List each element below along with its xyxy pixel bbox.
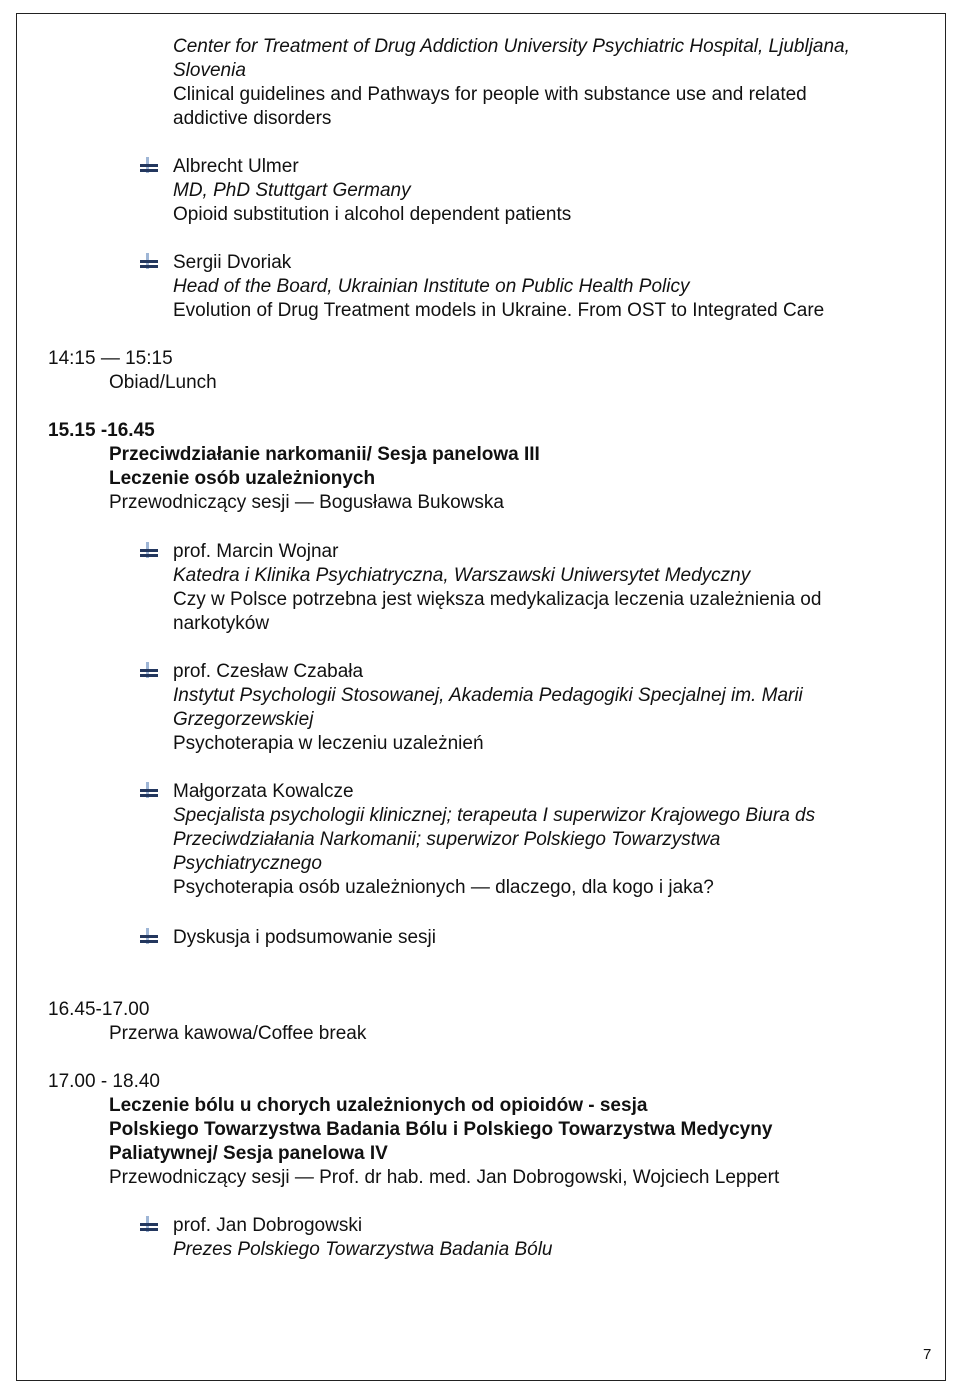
bullet-icon [140, 1216, 160, 1234]
speaker-affiliation-line-3: Psychiatrycznego [173, 853, 322, 874]
discussion-item: Dyskusja i podsumowanie sesji [173, 927, 436, 948]
speaker-affiliation: Katedra i Klinika Psychiatryczna, Warszawski Uniwersytet Medyczny [173, 565, 751, 586]
page-number: 7 [923, 1346, 932, 1363]
session-4-title-line-2: Polskiego Towarzystwa Badania Bólu i Polskiego Towarzystwa Medycyny [109, 1119, 773, 1140]
coffee-label: Przerwa kawowa/Coffee break [109, 1023, 367, 1044]
session-4-title-line-3: Paliatywnej/ Sesja panelowa IV [109, 1143, 388, 1164]
speaker-affiliation-line-2: Przeciwdziałania Narkomanii; superwizor Polskiego Towarzystwa [173, 829, 721, 850]
talk-title: Opioid substitution i alcohol dependent patients [173, 204, 572, 225]
bullet-icon [140, 782, 160, 800]
session-3-title-line-2: Leczenie osób uzależnionych [109, 468, 376, 489]
talk-title-line-1: Czy w Polsce potrzebna jest większa medykalizacja leczenia uzależnienia od [173, 589, 822, 610]
bullet-icon [140, 928, 160, 946]
speaker-affiliation-line-1: Instytut Psychologii Stosowanej, Akademia Pedagogiki Specjalnej im. Marii [173, 685, 803, 706]
coffee-time: 16.45-17.00 [48, 999, 150, 1020]
bullet-icon [140, 253, 160, 271]
speaker-affiliation: Head of the Board, Ukrainian Institute on Public Health Policy [173, 276, 690, 297]
talk-title: Psychoterapia w leczeniu uzależnień [173, 733, 484, 754]
speaker-name: prof. Marcin Wojnar [173, 541, 339, 562]
session-4-time: 17.00 - 18.40 [48, 1071, 160, 1092]
speaker-affiliation-line-1: Specjalista psychologii klinicznej; terapeuta I superwizor Krajowego Biura ds [173, 805, 816, 826]
speaker-name: Albrecht Ulmer [173, 156, 299, 177]
session-4-title-line-1: Leczenie bólu u chorych uzależnionych od opioidów - sesja [109, 1095, 648, 1116]
speaker-affiliation: MD, PhD Stuttgart Germany [173, 180, 411, 201]
session-3-time: 15.15 -16.45 [48, 420, 155, 441]
speaker-name: prof. Jan Dobrogowski [173, 1215, 363, 1236]
speaker-name: prof. Czesław Czabała [173, 661, 364, 682]
lunch-time: 14:15 — 15:15 [48, 348, 173, 369]
talk-title: Evolution of Drug Treatment models in Ukraine. From OST to Integrated Care [173, 300, 825, 321]
top-title-line-1: Clinical guidelines and Pathways for people with substance use and related [173, 84, 807, 105]
speaker-name: Sergii Dvoriak [173, 252, 292, 273]
talk-title-line-2: narkotyków [173, 613, 270, 634]
session-4-chair: Przewodniczący sesji — Prof. dr hab. med. Jan Dobrogowski, Wojciech Leppert [109, 1167, 780, 1188]
top-affiliation-line-2: Slovenia [173, 60, 246, 81]
lunch-label: Obiad/Lunch [109, 372, 217, 393]
bullet-icon [140, 542, 160, 560]
speaker-affiliation: Prezes Polskiego Towarzystwa Badania Bólu [173, 1239, 553, 1260]
speaker-name: Małgorzata Kowalcze [173, 781, 354, 802]
session-3-title-line-1: Przeciwdziałanie narkomanii/ Sesja panelowa III [109, 444, 540, 465]
top-title-line-2: addictive disorders [173, 108, 332, 129]
session-3-chair: Przewodniczący sesji — Bogusława Bukowska [109, 492, 504, 513]
bullet-icon [140, 157, 160, 175]
top-affiliation-line-1: Center for Treatment of Drug Addiction University Psychiatric Hospital, Ljubljana, [173, 36, 850, 57]
bullet-icon [140, 662, 160, 680]
speaker-affiliation-line-2: Grzegorzewskiej [173, 709, 314, 730]
talk-title: Psychoterapia osób uzależnionych — dlaczego, dla kogo i jaka? [173, 877, 714, 898]
